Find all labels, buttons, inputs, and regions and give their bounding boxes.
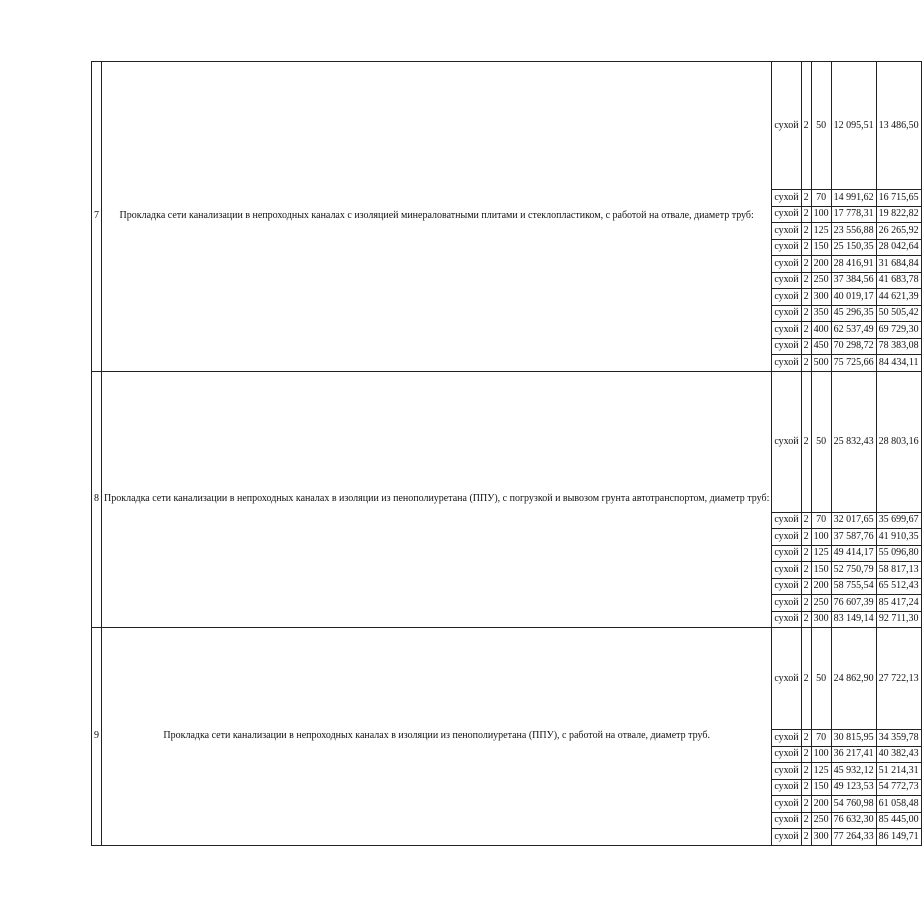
depth-cell: 2 xyxy=(801,796,811,813)
price-cell: 37 587,76 xyxy=(831,529,876,546)
price-vat-cell: 28 803,16 xyxy=(876,371,921,512)
soil-type-cell: сухой xyxy=(772,730,801,747)
diameter-cell: 150 xyxy=(811,562,831,579)
price-vat-cell: 69 729,30 xyxy=(876,322,921,339)
price-cell: 36 217,41 xyxy=(831,746,876,763)
depth-cell: 2 xyxy=(801,289,811,306)
price-cell: 24 862,90 xyxy=(831,628,876,730)
diameter-cell: 200 xyxy=(811,578,831,595)
price-vat-cell: 27 722,13 xyxy=(876,628,921,730)
soil-type-cell: сухой xyxy=(772,289,801,306)
diameter-cell: 200 xyxy=(811,256,831,273)
price-vat-cell: 92 711,30 xyxy=(876,611,921,628)
diameter-cell: 70 xyxy=(811,190,831,207)
depth-cell: 2 xyxy=(801,322,811,339)
diameter-cell: 250 xyxy=(811,272,831,289)
price-cell: 25 150,35 xyxy=(831,239,876,256)
price-vat-cell: 19 822,82 xyxy=(876,206,921,223)
depth-cell: 2 xyxy=(801,578,811,595)
depth-cell: 2 xyxy=(801,562,811,579)
diameter-cell: 50 xyxy=(811,371,831,512)
item-description: Прокладка сети канализации в непроходных каналах в изоляции из пенополиуретана (ППУ), с погрузкой и вывозом грунта автотранспортом, диаметр труб: xyxy=(102,371,772,628)
soil-type-cell: сухой xyxy=(772,305,801,322)
diameter-cell: 250 xyxy=(811,812,831,829)
soil-type-cell: сухой xyxy=(772,322,801,339)
diameter-cell: 70 xyxy=(811,730,831,747)
price-cell: 77 264,33 xyxy=(831,829,876,846)
table-row xyxy=(92,62,922,190)
price-vat-cell: 85 445,00 xyxy=(876,812,921,829)
price-cell: 23 556,88 xyxy=(831,223,876,240)
diameter-cell: 250 xyxy=(811,595,831,612)
price-cell: 25 832,43 xyxy=(831,371,876,512)
price-vat-cell: 65 512,43 xyxy=(876,578,921,595)
price-cell: 54 760,98 xyxy=(831,796,876,813)
soil-type-cell: сухой xyxy=(772,371,801,512)
depth-cell: 2 xyxy=(801,256,811,273)
price-cell: 14 991,62 xyxy=(831,190,876,207)
diameter-cell: 70 xyxy=(811,512,831,529)
item-number: 8 xyxy=(92,371,102,628)
soil-type-cell: сухой xyxy=(772,206,801,223)
diameter-cell: 400 xyxy=(811,322,831,339)
price-vat-cell: 40 382,43 xyxy=(876,746,921,763)
price-vat-cell: 50 505,42 xyxy=(876,305,921,322)
diameter-cell: 150 xyxy=(811,779,831,796)
depth-cell: 2 xyxy=(801,529,811,546)
diameter-cell: 100 xyxy=(811,206,831,223)
soil-type-cell: сухой xyxy=(772,545,801,562)
soil-type-cell: сухой xyxy=(772,562,801,579)
depth-cell: 2 xyxy=(801,628,811,730)
soil-type-cell: сухой xyxy=(772,272,801,289)
price-vat-cell: 31 684,84 xyxy=(876,256,921,273)
depth-cell: 2 xyxy=(801,371,811,512)
soil-type-cell: сухой xyxy=(772,779,801,796)
soil-type-cell: сухой xyxy=(772,829,801,846)
price-vat-cell: 85 417,24 xyxy=(876,595,921,612)
depth-cell: 2 xyxy=(801,305,811,322)
depth-cell: 2 xyxy=(801,338,811,355)
price-cell: 32 017,65 xyxy=(831,512,876,529)
price-vat-cell: 86 149,71 xyxy=(876,829,921,846)
price-vat-cell: 26 265,92 xyxy=(876,223,921,240)
soil-type-cell: сухой xyxy=(772,512,801,529)
soil-type-cell: сухой xyxy=(772,812,801,829)
diameter-cell: 125 xyxy=(811,763,831,780)
soil-type-cell: сухой xyxy=(772,355,801,372)
depth-cell: 2 xyxy=(801,223,811,240)
depth-cell: 2 xyxy=(801,239,811,256)
price-cell: 83 149,14 xyxy=(831,611,876,628)
price-cell: 28 416,91 xyxy=(831,256,876,273)
diameter-cell: 50 xyxy=(811,628,831,730)
price-vat-cell: 35 699,67 xyxy=(876,512,921,529)
price-cell: 62 537,49 xyxy=(831,322,876,339)
soil-type-cell: сухой xyxy=(772,239,801,256)
price-vat-cell: 58 817,13 xyxy=(876,562,921,579)
diameter-cell: 100 xyxy=(811,746,831,763)
price-cell: 17 778,31 xyxy=(831,206,876,223)
price-vat-cell: 41 683,78 xyxy=(876,272,921,289)
price-vat-cell: 34 359,78 xyxy=(876,730,921,747)
soil-type-cell: сухой xyxy=(772,529,801,546)
diameter-cell: 300 xyxy=(811,289,831,306)
price-cell: 52 750,79 xyxy=(831,562,876,579)
price-table xyxy=(91,61,922,846)
soil-type-cell: сухой xyxy=(772,190,801,207)
price-cell: 49 414,17 xyxy=(831,545,876,562)
price-vat-cell: 61 058,48 xyxy=(876,796,921,813)
diameter-cell: 50 xyxy=(811,62,831,190)
price-vat-cell: 16 715,65 xyxy=(876,190,921,207)
soil-type-cell: сухой xyxy=(772,796,801,813)
depth-cell: 2 xyxy=(801,763,811,780)
table-row xyxy=(92,371,922,512)
depth-cell: 2 xyxy=(801,355,811,372)
depth-cell: 2 xyxy=(801,272,811,289)
price-cell: 45 296,35 xyxy=(831,305,876,322)
price-vat-cell: 78 383,08 xyxy=(876,338,921,355)
price-cell: 75 725,66 xyxy=(831,355,876,372)
soil-type-cell: сухой xyxy=(772,578,801,595)
item-number: 7 xyxy=(92,62,102,372)
depth-cell: 2 xyxy=(801,829,811,846)
price-vat-cell: 55 096,80 xyxy=(876,545,921,562)
soil-type-cell: сухой xyxy=(772,746,801,763)
diameter-cell: 125 xyxy=(811,545,831,562)
item-number: 9 xyxy=(92,628,102,846)
price-cell: 49 123,53 xyxy=(831,779,876,796)
depth-cell: 2 xyxy=(801,206,811,223)
soil-type-cell: сухой xyxy=(772,595,801,612)
diameter-cell: 125 xyxy=(811,223,831,240)
depth-cell: 2 xyxy=(801,746,811,763)
diameter-cell: 450 xyxy=(811,338,831,355)
diameter-cell: 200 xyxy=(811,796,831,813)
price-vat-cell: 44 621,39 xyxy=(876,289,921,306)
diameter-cell: 500 xyxy=(811,355,831,372)
price-vat-cell: 51 214,31 xyxy=(876,763,921,780)
diameter-cell: 150 xyxy=(811,239,831,256)
depth-cell: 2 xyxy=(801,611,811,628)
price-vat-cell: 84 434,11 xyxy=(876,355,921,372)
soil-type-cell: сухой xyxy=(772,256,801,273)
depth-cell: 2 xyxy=(801,779,811,796)
price-cell: 45 932,12 xyxy=(831,763,876,780)
diameter-cell: 100 xyxy=(811,529,831,546)
depth-cell: 2 xyxy=(801,730,811,747)
depth-cell: 2 xyxy=(801,190,811,207)
depth-cell: 2 xyxy=(801,62,811,190)
price-cell: 37 384,56 xyxy=(831,272,876,289)
soil-type-cell: сухой xyxy=(772,763,801,780)
price-cell: 40 019,17 xyxy=(831,289,876,306)
price-cell: 76 607,39 xyxy=(831,595,876,612)
item-description: Прокладка сети канализации в непроходных каналах с изоляцией минераловатными плитами и стеклопластиком, с работой на отвале, диаметр труб: xyxy=(102,62,772,372)
depth-cell: 2 xyxy=(801,545,811,562)
soil-type-cell: сухой xyxy=(772,611,801,628)
diameter-cell: 300 xyxy=(811,611,831,628)
price-cell: 58 755,54 xyxy=(831,578,876,595)
soil-type-cell: сухой xyxy=(772,62,801,190)
item-description: Прокладка сети канализации в непроходных каналах в изоляции из пенополиуретана (ППУ), с работой на отвале, диаметр труб. xyxy=(102,628,772,846)
price-cell: 12 095,51 xyxy=(831,62,876,190)
soil-type-cell: сухой xyxy=(772,338,801,355)
price-cell: 30 815,95 xyxy=(831,730,876,747)
table-row xyxy=(92,628,922,730)
soil-type-cell: сухой xyxy=(772,628,801,730)
depth-cell: 2 xyxy=(801,512,811,529)
soil-type-cell: сухой xyxy=(772,223,801,240)
price-table-body xyxy=(92,62,922,846)
price-vat-cell: 13 486,50 xyxy=(876,62,921,190)
price-vat-cell: 41 910,35 xyxy=(876,529,921,546)
depth-cell: 2 xyxy=(801,595,811,612)
price-vat-cell: 28 042,64 xyxy=(876,239,921,256)
price-vat-cell: 54 772,73 xyxy=(876,779,921,796)
price-cell: 76 632,30 xyxy=(831,812,876,829)
diameter-cell: 350 xyxy=(811,305,831,322)
diameter-cell: 300 xyxy=(811,829,831,846)
depth-cell: 2 xyxy=(801,812,811,829)
price-cell: 70 298,72 xyxy=(831,338,876,355)
